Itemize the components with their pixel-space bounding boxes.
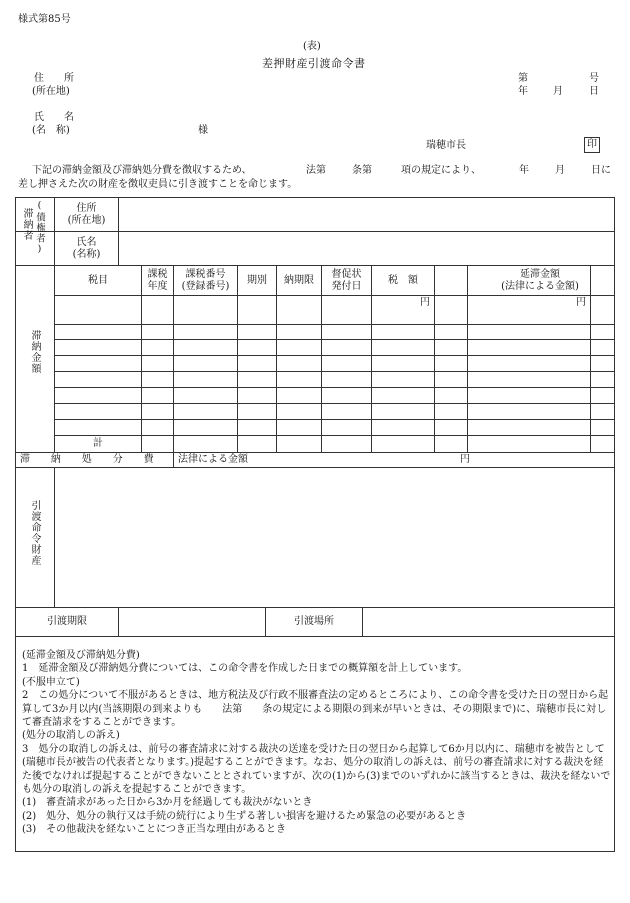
rule <box>118 197 119 265</box>
yen-unit-fee: 円 <box>460 454 470 465</box>
delivery-deadline-label: 引渡期限 <box>47 616 87 627</box>
col-tax-number: 課税番号 (登録番号) <box>181 268 230 292</box>
rule <box>54 419 615 420</box>
rule <box>54 339 615 340</box>
intro-text-b: 法第 <box>306 165 326 176</box>
document-title: 差押財産引渡命令書 <box>262 57 366 70</box>
doc-number-suffix: 号 <box>589 73 599 84</box>
note-heading-lawsuit: (処分の取消しの訴え) <box>22 730 120 742</box>
yen-unit-tax: 円 <box>420 297 430 308</box>
rule <box>15 452 615 453</box>
total-label: 計 <box>93 438 103 449</box>
intro-text-a: 下記の滞納金額及び滞納処分費を徴収するため、 <box>32 165 252 176</box>
note-3: 3 処分の取消しの訴えは、前号の審査請求に対する裁決の送達を受けた日の翌日から起算して6か月以内に、瑞穂市を被告として(瑞穂市長が被告の代表者となります。)提起することができます。なお、処分の取消しの訴えは、前号の審査請求に対する裁決を経た後でなければ提起することができないこととされていますが、次の(1)から(3)までのいずれかに該当するときは、裁決を経ないでも処分の取消しの訴えを提起することができます。 <box>22 743 611 796</box>
note-heading-appeal: (不服申立て) <box>22 676 80 688</box>
col-tax-item: 税目 <box>88 274 108 286</box>
note-item-1: (1) 審査請求があった日から3か月を経過しても裁決がないとき <box>22 797 313 809</box>
seal-mark: 印 <box>584 137 600 153</box>
rule <box>54 355 615 356</box>
rule <box>467 265 468 452</box>
address-sub-label: (所在地) <box>32 86 70 97</box>
notes-section <box>22 649 612 837</box>
date-year: 年 <box>518 86 528 97</box>
rule <box>362 607 363 636</box>
note-item-3: (3) その他裁決を経ないことにつき正当な理由があるとき <box>22 824 286 836</box>
intro-text-f: 月 <box>555 165 565 176</box>
date-day: 日 <box>589 86 599 97</box>
rule <box>54 403 615 404</box>
honorific: 様 <box>198 125 208 136</box>
name-sub-label: (名 称) <box>32 125 70 136</box>
col-period: 期別 <box>247 274 267 286</box>
col-late-fee: 延滞金額 (法律による金額) <box>501 268 579 292</box>
amount-label: 滞納金額 <box>29 330 40 374</box>
rule <box>15 467 615 468</box>
note-2: 2 この処分について不服があるときは、地方税法及び行政不服審査法の定めるところにより、この命令書を受けた日の翌日から起算して3か月以内(当該期限の到来よりも 法第 条の規定による期限の到来が早いときは、その期限まで)に、瑞穂市長に対して審査請求をすることができます。 <box>22 690 609 729</box>
rule <box>54 467 55 607</box>
intro-text-g: 日に <box>591 165 611 176</box>
rule <box>434 265 435 452</box>
doc-number-prefix: 第 <box>518 73 528 84</box>
legal-amount-label: 法律による金額 <box>178 454 248 465</box>
col-notice-date: 督促状 発付日 <box>331 268 362 292</box>
intro-text-d: 項の規定により、 <box>401 165 481 176</box>
address-label: 住 所 <box>34 73 74 84</box>
debtor-sub-label: (債権者) <box>34 200 45 256</box>
debtor-name-label: 氏名 (名称) <box>72 236 101 260</box>
rule <box>54 371 615 372</box>
rule <box>15 636 615 637</box>
debtor-address-label: 住所 (所在地) <box>67 202 106 226</box>
rule <box>54 435 615 436</box>
form-number: 様式第85号 <box>18 14 71 25</box>
date-month: 月 <box>553 86 563 97</box>
processing-fee-label: 滞 納 処 分 費 <box>20 454 154 465</box>
note-1: 1 延滞金額及び滞納処分費については、この命令書を作成した日までの概算額を計上しています。 <box>22 663 468 675</box>
rule <box>173 452 174 467</box>
rule <box>590 265 591 452</box>
delivery-place-label: 引渡場所 <box>294 616 334 627</box>
issuer-name: 瑞穂市長 <box>426 140 466 151</box>
rule <box>54 295 615 296</box>
yen-unit-late-fee: 円 <box>576 297 586 308</box>
rule <box>118 607 119 636</box>
rule <box>54 387 615 388</box>
note-heading-fees: (延滞金額及び滞納処分費) <box>22 650 140 661</box>
property-label: 引渡命令財産 <box>29 500 40 566</box>
rule <box>54 324 615 325</box>
debtor-label: 滞納者 <box>21 208 32 241</box>
col-due-date: 納期限 <box>284 274 314 286</box>
col-tax-amount: 税 額 <box>388 274 418 286</box>
note-item-2: (2) 処分、処分の執行又は手続の続行により生ずる著しい損害を避けるため緊急の必要があるとき <box>22 810 467 822</box>
intro-text-e: 年 <box>519 165 529 176</box>
page-side-label: (表) <box>303 41 321 52</box>
name-label: 氏 名 <box>34 112 74 123</box>
col-tax-year: 課税 年度 <box>147 268 168 292</box>
intro-text-line2: 差し押さえた次の財産を徴収吏員に引き渡すことを命じます。 <box>18 179 298 190</box>
intro-text-c: 条第 <box>352 165 372 176</box>
